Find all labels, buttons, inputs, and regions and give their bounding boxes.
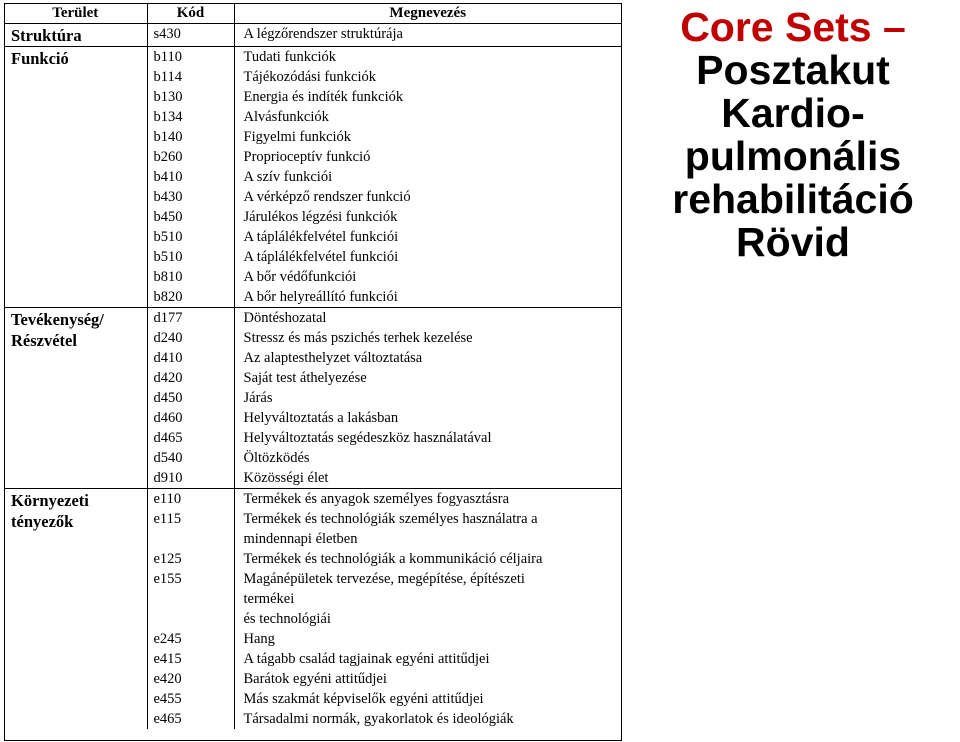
name-cell [234, 689, 621, 709]
code-cell: b130 [147, 87, 234, 107]
title-line: Rövid [736, 219, 850, 265]
code-cell: d177 [147, 308, 234, 329]
table-header-row [4, 3, 621, 24]
name-cell [234, 67, 621, 87]
name-cell [234, 509, 621, 549]
code-cell: e245 [147, 629, 234, 649]
table-row [4, 24, 621, 47]
code-cell: d910 [147, 468, 234, 489]
code-cell: b820 [147, 287, 234, 308]
name-line: mindennapi életben [243, 531, 358, 547]
name-line: termékei [243, 591, 295, 607]
name-line: Barátok egyéni attitűdjei [243, 671, 387, 687]
name-cell [234, 207, 621, 227]
name-line: A légzőrendszer struktúrája [243, 26, 403, 42]
code-cell: d540 [147, 448, 234, 468]
icf-core-set-table [4, 3, 621, 729]
area-cell: Funkció [4, 47, 147, 308]
title-line: Kardio- [721, 90, 865, 136]
name-cell [234, 468, 621, 489]
name-cell [234, 549, 621, 569]
name-line: Az alaptesthelyzet változtatása [243, 350, 423, 366]
code-cell: b510 [147, 227, 234, 247]
name-line: Saját test áthelyezése [243, 370, 367, 386]
name-cell [234, 47, 621, 68]
code-cell: d465 [147, 428, 234, 448]
area-cell: Környezeti tényezők [4, 489, 147, 730]
code-cell: e155 [147, 569, 234, 629]
name-cell [234, 489, 621, 510]
name-line: Társadalmi normák, gyakorlatok és ideológiák [243, 711, 514, 727]
code-cell: b114 [147, 67, 234, 87]
name-line: Öltözködés [243, 450, 310, 466]
header-code: Kód [147, 3, 234, 24]
code-cell: d420 [147, 368, 234, 388]
name-cell [234, 107, 621, 127]
name-cell [234, 388, 621, 408]
code-cell: b134 [147, 107, 234, 127]
name-cell [234, 247, 621, 267]
code-cell: e420 [147, 669, 234, 689]
title-line: pulmonális [684, 133, 902, 179]
name-line: és technológiái [243, 611, 331, 627]
name-line: Alvásfunkciók [243, 109, 329, 125]
name-cell [234, 127, 621, 147]
code-cell: b510 [147, 247, 234, 267]
name-cell [234, 428, 621, 448]
name-cell [234, 308, 621, 329]
name-line: A bőr védőfunkciói [243, 269, 357, 285]
name-cell [234, 348, 621, 368]
code-cell: d410 [147, 348, 234, 368]
code-cell: b450 [147, 207, 234, 227]
name-line: A táplálékfelvétel funkciói [243, 249, 399, 265]
name-cell [234, 267, 621, 287]
name-cell [234, 408, 621, 428]
code-cell: b810 [147, 267, 234, 287]
name-cell [234, 24, 621, 47]
code-cell: e455 [147, 689, 234, 709]
name-line: Helyváltoztatás segédeszköz használatával [243, 430, 492, 446]
name-cell [234, 649, 621, 669]
name-line: A táplálékfelvétel funkciói [243, 229, 399, 245]
name-cell [234, 709, 621, 729]
name-line: Magánépületek tervezése, megépítése, építészeti [243, 571, 525, 587]
code-cell: e110 [147, 489, 234, 510]
name-cell [234, 368, 621, 388]
table-row [4, 489, 621, 510]
code-cell: d450 [147, 388, 234, 408]
code-cell: e125 [147, 549, 234, 569]
name-line: A szív funkciói [243, 169, 333, 185]
title-line: Core Sets – [680, 4, 906, 50]
code-cell: b140 [147, 127, 234, 147]
code-cell: e415 [147, 649, 234, 669]
title-line: rehabilitáció [672, 176, 914, 222]
name-cell [234, 187, 621, 207]
code-cell: d460 [147, 408, 234, 428]
code-cell: e115 [147, 509, 234, 549]
name-line: Közösségi élet [243, 470, 329, 486]
name-cell [234, 328, 621, 348]
table-row [4, 47, 621, 68]
header-name: Megnevezés [234, 3, 621, 24]
code-cell: b110 [147, 47, 234, 68]
name-cell [234, 569, 621, 629]
name-line: Proprioceptív funkció [243, 149, 371, 165]
area-cell: Tevékenység/ Részvétel [4, 308, 147, 489]
name-line: Termékek és technológiák a kommunikáció céljaira [243, 551, 543, 567]
name-line: Döntéshozatal [243, 310, 327, 326]
name-cell [234, 287, 621, 308]
area-cell: Struktúra [11, 26, 82, 45]
name-line: Tájékozódási funkciók [243, 69, 376, 85]
name-cell [234, 167, 621, 187]
title-line: Posztakut [696, 47, 890, 93]
name-line: Járulékos légzési funkciók [243, 209, 398, 225]
code-cell: b260 [147, 147, 234, 167]
name-cell [234, 669, 621, 689]
name-line: Energia és indíték funkciók [243, 89, 404, 105]
name-line: Termékek és technológiák személyes használatra a [243, 511, 538, 527]
name-line: Termékek és anyagok személyes fogyasztásra [243, 491, 510, 507]
name-line: A vérképző rendszer funkció [243, 189, 411, 205]
name-cell [234, 147, 621, 167]
header-area: Terület [4, 3, 147, 24]
name-line: Tudati funkciók [243, 49, 337, 65]
name-cell [234, 448, 621, 468]
name-line: Stressz és más pszichés terhek kezelése [243, 330, 473, 346]
code-cell: b430 [147, 187, 234, 207]
table-row [4, 308, 621, 329]
table-body [4, 24, 621, 730]
name-cell [234, 227, 621, 247]
name-line: A tágabb család tagjainak egyéni attitűdjei [243, 651, 490, 667]
slide-title [628, 6, 958, 264]
code-cell: d240 [147, 328, 234, 348]
name-cell [234, 629, 621, 649]
name-cell [234, 87, 621, 107]
code-cell: s430 [147, 24, 234, 47]
name-line: Járás [243, 390, 273, 406]
name-line: Helyváltoztatás a lakásban [243, 410, 399, 426]
code-cell: e465 [147, 709, 234, 729]
name-line: Figyelmi funkciók [243, 129, 352, 145]
name-line: Hang [243, 631, 275, 647]
name-line: A bőr helyreállító funkciói [243, 289, 398, 305]
name-line: Más szakmát képviselők egyéni attitűdjei [243, 691, 484, 707]
code-cell: b410 [147, 167, 234, 187]
